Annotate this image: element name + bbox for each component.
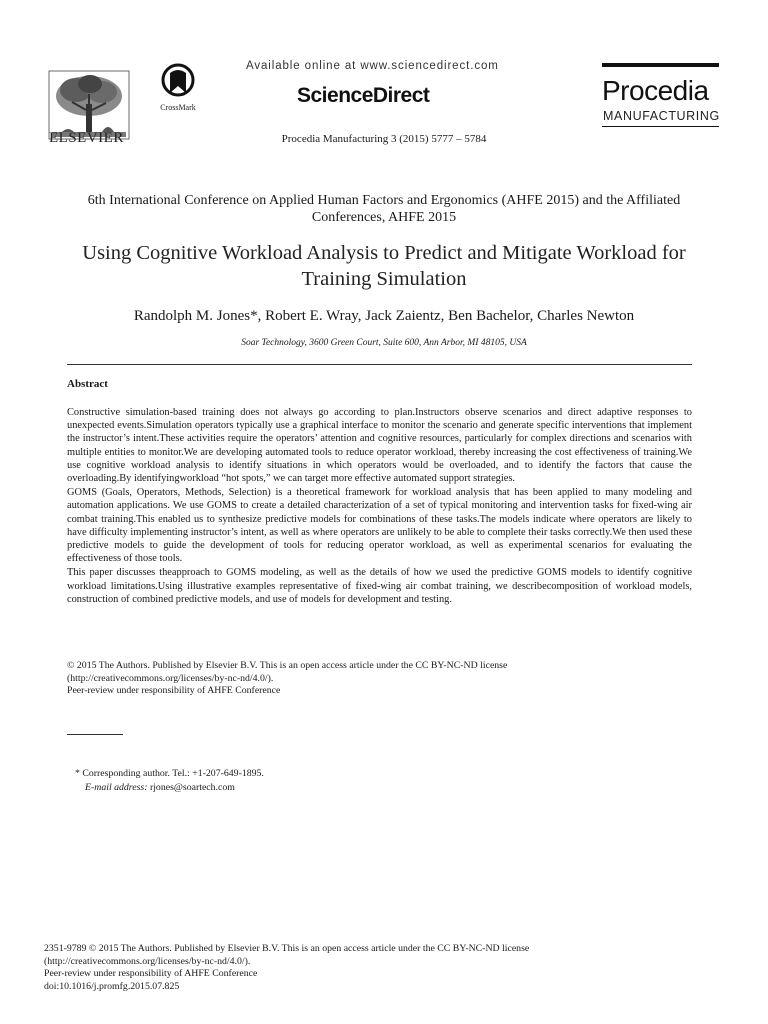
section-divider [67, 364, 692, 365]
journal-reference: Procedia Manufacturing 3 (2015) 5777 – 5784 [281, 133, 487, 145]
available-online-text: Available online at www.sciencedirect.com [246, 60, 499, 72]
procedia-logo: Procedia [602, 75, 709, 106]
doi[interactable]: doi:10.1016/j.promfg.2015.07.825 [44, 980, 180, 992]
conference-name: 6th International Conference on Applied Human Factors and Ergonomics (AHFE 2015) and the Affiliated Conferences, AHFE 2015 [87, 193, 681, 225]
abstract-paragraph: GOMS (Goals, Operators, Methods, Selection) is a theoretical framework for workload analysis that has been applied to many modeling and automation applications. We use GOMS to create a detailed characterization of a set of typical monitoring and intervention tasks for fixed-wing air combat training.This enabled us to synthesize predictive models for combinations of these tasks.The models indicate where operators are likely to have difficulty implementing instructor’s intent, as well as where operators are unlikely to be able to complete their tasks correctly.We then used these predictive models to guide the development of tools for reducing operator workload, as well as experimental scenarios for evaluating the effectiveness of those tools. [67, 487, 692, 565]
author-list: Randolph M. Jones*, Robert E. Wray, Jack Zaientz, Ben Bachelor, Charles Newton [133, 308, 635, 324]
abstract-heading: Abstract [67, 378, 108, 390]
email-address[interactable]: rjones@soartech.com [149, 782, 235, 793]
abstract-paragraph: This paper discusses theapproach to GOMS modeling, as well as the details of how we used the predictive GOMS models to identify cognitive workload limitations.Using illustrative examples representative of fixed-wing air combat training, we describecomposition of workload models, construction of combined predictive models, and use of models for development and testing. [67, 567, 692, 605]
abstract-paragraph: Constructive simulation-based training does not always go according to plan.Instructors observe scenarios and direct adaptive responses to unexpected events.Simulation operators typically use a graphical interface to monitor the scenario and generate specific interventions that implement the instructor’s intent.These activities require the operators’ attention and cognitive resources, particularly for complex directions and scenarios with multiple entities to monitor.We are developing automated tools to reduce operator workload, thereby increasing the cost effectiveness of training.We use cognitive workload analysis to identify situations in which operators would be overloaded, and to identify the factors that cause the overloading.By identifyingworkload “hot spots,” we can target more effective automated support strategies. [67, 407, 692, 485]
sciencedirect-logo: ScienceDirect [297, 84, 430, 107]
license-line: © 2015 The Authors. Published by Elsevier B.V. This is an open access article under the CC BY-NC-ND license [67, 660, 508, 671]
license-notice [67, 660, 692, 698]
issn-line: 2351-9789 © 2015 The Authors. Published by Elsevier B.V. This is an open access article under the CC BY-NC-ND license [44, 943, 530, 954]
publisher-name: ELSEVIER [49, 130, 124, 146]
author-affiliation: Soar Technology, 3600 Green Court, Suite 600, Ann Arbor, MI 48105, USA [241, 338, 527, 348]
procedia-subtitle: MANUFACTURING [603, 109, 720, 123]
footer-license-link[interactable]: (http://creativecommons.org/licenses/by-nc-nd/4.0/). [44, 955, 251, 967]
paper-title: Using Cognitive Workload Analysis to Predict and Mitigate Workload for Training Simulation [82, 242, 686, 290]
procedia-bottom-rule [602, 126, 719, 127]
email-note [85, 782, 235, 793]
corresponding-author-note: * Corresponding author. Tel.: +1-207-649-1895. [75, 768, 264, 779]
license-link[interactable]: (http://creativecommons.org/licenses/by-nc-nd/4.0/). [67, 672, 274, 684]
issn-footer [44, 943, 529, 993]
email-label: E-mail address: [85, 782, 148, 793]
peer-review-line: Peer-review under responsibility of AHFE Conference [67, 685, 281, 697]
footer-peer-review: Peer-review under responsibility of AHFE Conference [44, 968, 258, 980]
footnote-divider [67, 734, 123, 735]
crossmark-badge[interactable] [157, 63, 199, 112]
procedia-top-rule [602, 63, 719, 67]
abstract-body [67, 406, 692, 606]
crossmark-icon [157, 63, 199, 97]
crossmark-label: CrossMark [160, 103, 196, 112]
